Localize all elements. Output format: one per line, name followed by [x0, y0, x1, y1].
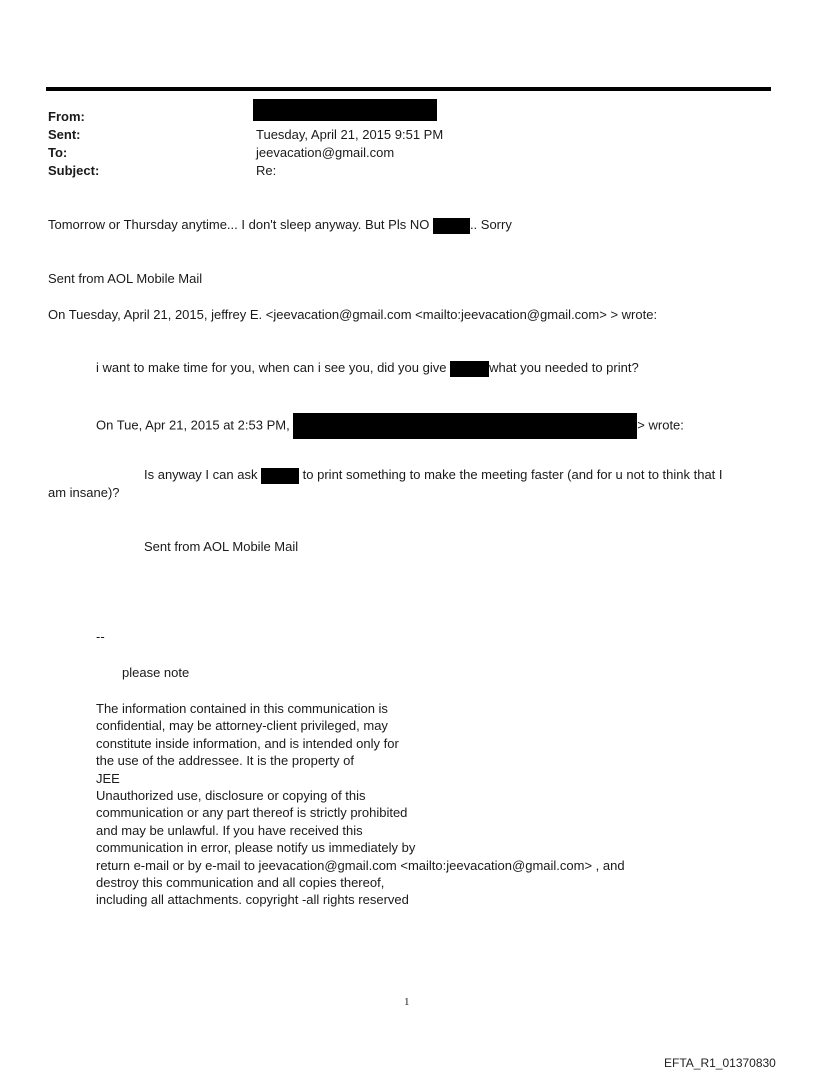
redaction	[450, 361, 489, 377]
quoted-message	[96, 360, 639, 377]
quoted-wrote-text: > wrote:	[637, 417, 684, 433]
header-rule	[46, 87, 771, 91]
on-wrote-line: On Tuesday, April 21, 2015, jeffrey E. <jeevacation@gmail.com <mailto:jeevacation@gmail.com> > wrote:	[48, 307, 658, 322]
nested-sent-from-line: Sent from AOL Mobile Mail	[144, 539, 299, 554]
nested-text-end: to print something to make the meeting faster (and for u not to think that I	[299, 467, 723, 482]
quoted-text-start: i want to make time for you, when can i see you, did you give	[96, 360, 451, 375]
disclaimer-line: including all attachments. copyright -all rights reserved	[96, 892, 409, 908]
disclaimer-line: communication or any part thereof is strictly prohibited	[96, 805, 408, 821]
disclaimer-block	[96, 700, 625, 909]
disclaimer-line: confidential, may be attorney-client privileged, may	[96, 718, 388, 734]
document-id: EFTA_R1_01370830	[664, 1056, 776, 1070]
redaction	[433, 218, 470, 234]
redacted-sender-address	[293, 413, 637, 439]
nested-message-line2: am insane)?	[48, 485, 120, 500]
disclaimer-line: JEE	[96, 770, 120, 786]
subject-value: Re:	[256, 163, 277, 178]
sent-from-line: Sent from AOL Mobile Mail	[48, 271, 203, 286]
disclaimer-line: Unauthorized use, disclosure or copying of this	[96, 787, 366, 803]
quoted-text-end: what you needed to print?	[489, 360, 639, 375]
disclaimer-line: constitute inside information, and is intended only for	[96, 735, 399, 751]
sent-label: Sent:	[48, 127, 81, 142]
reply-text-end: .. Sorry	[469, 217, 512, 232]
disclaimer-line: communication in error, please notify us immediately by	[96, 840, 416, 856]
to-label: To:	[48, 145, 68, 160]
sent-value: Tuesday, April 21, 2015 9:51 PM	[256, 127, 444, 142]
disclaimer-line: the use of the addressee. It is the property of	[96, 753, 354, 769]
from-label: From:	[48, 109, 85, 124]
to-value: jeevacation@gmail.com	[256, 145, 395, 160]
please-note: please note	[122, 665, 190, 680]
page-number: 1	[404, 996, 410, 1008]
quoted-on-text: On Tue, Apr 21, 2015 at 2:53 PM,	[96, 417, 294, 433]
redaction	[261, 468, 299, 484]
disclaimer-line: The information contained in this communication is	[96, 701, 388, 716]
subject-label: Subject:	[48, 163, 100, 178]
signature-separator: --	[96, 629, 105, 644]
reply-text-start: Tomorrow or Thursday anytime... I don't sleep anyway. But Pls NO	[48, 217, 433, 232]
disclaimer-line: and may be unlawful. If you have received this	[96, 822, 363, 838]
redacted-sender	[253, 99, 437, 121]
disclaimer-line: return e-mail or by e-mail to jeevacation@gmail.com <mailto:jeevacation@gmail.com> , and	[96, 857, 625, 873]
nested-message-line1	[144, 467, 723, 484]
reply-line	[48, 217, 512, 234]
nested-text-start: Is anyway I can ask	[144, 467, 262, 482]
disclaimer-line: destroy this communication and all copies thereof,	[96, 874, 385, 890]
quoted-on-wrote-line	[96, 413, 684, 439]
